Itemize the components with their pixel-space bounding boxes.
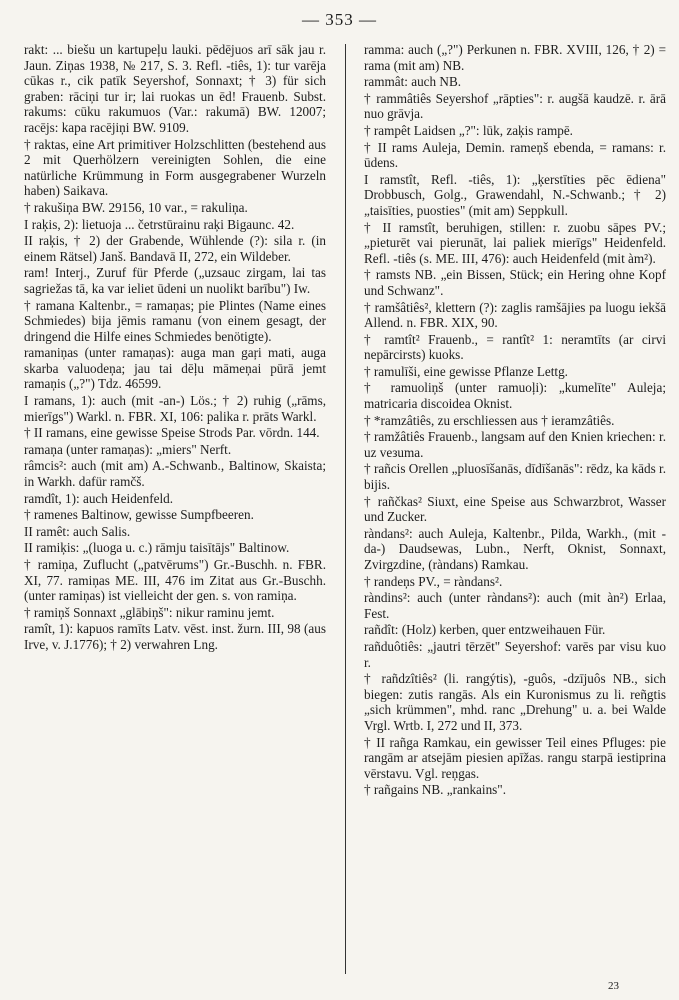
dictionary-entry: rammât: auch NB. [364,74,462,90]
dictionary-entry: ramît, 1): kapuos ramīts Latv. vēst. inst. žurn. III, 98 (aus Irve, v. J.1776); † 2) verwahren Lng. [24,621,326,652]
dictionary-entry: † ramana Kaltenbr., = ramaņas; pie Plintes (Name eines Schmiedes) bija jēmis ramanu (von einem gesagt, der dringend die Hilfe eines Schmiedes benötigte). [24,297,326,344]
dictionary-entry: rañduôtiês: „jautri tērzēt" Seyershof: varēs par visu kuo r. [364,638,666,670]
dictionary-entry: † II ramstît, beruhigen, stillen: r. zuobu sāpes PV.; „pieturēt vai pierunāt, lai paliek mierīgs" Heidenfeld. Refl. -tiês (s. ME. III, 476): auch Heidenfeld (mit àm²). [364,219,666,266]
dictionary-entry: râmcis²: auch (mit am) A.-Schwanb., Baltinow, Skaista; in Warkh. dafür ramčš. [24,458,326,490]
dictionary-entry: † rammâtiês Seyershof „rāpties": r. augšā kaudzē. r. ārā nuo grāvja. [364,90,666,122]
dictionary-entry: † ramiņa, Zuflucht („patvērums") Gr.-Buschh. n. FBR. XI, 77. ramiņas ME. III, 476 im Zitat aus Gr.-Buschh. (unter ramiņas) ist vielleicht der gen. s. von ramiņa. [24,557,326,604]
dictionary-entry: † ramsts NB. „ein Bissen, Stück; ein Hering ohne Kopf und Schwanz". [364,267,666,298]
dictionary-entry: I raķis, 2): lietuoja ... četrstūrainu raķi Bigaunc. 42. [24,216,295,232]
dictionary-entry: † raktas, eine Art primitiver Holzschlitten (bestehend aus 2 mit Querhölzern vereinigten Sohlen, die eine natürliche Krümmung in Form ausgegrabener Wurzeln haben) Saikava. [24,136,326,199]
column-divider [345,44,346,974]
dictionary-entry: II ramêt: auch Salis. [24,523,131,539]
dictionary-entry: † II ramans, eine gewisse Speise Strods Par. vōrdn. 144. [24,425,320,441]
dictionary-entry: rañdît: (Holz) kerben, quer entzweihauen Für. [364,622,606,638]
dictionary-entry: † II rañga Ramkau, ein gewisser Teil eines Pfluges: pie rangām ar atsejām piesien apīžas. rangu starpā iestiprina vērstavu. Vgl. reņgas. [364,734,666,781]
dictionary-entry: I ramstît, Refl. -tiês, 1): „ķerstīties pēc ēdiena" Drobbusch, Golg., Grawendahl, N.-Schwanb.; † 2) „taisīties, puosties" (mit am) Seppkull. [364,171,666,218]
dictionary-entry: † ramiņš Sonnaxt „glābiņš": nikur raminu jemt. [24,604,275,620]
dictionary-entry: ramaņa (unter ramaņas): „miers" Nerft. [24,441,232,457]
dictionary-entry: † ramtît² Frauenb., = rantît² 1: neramtīts (ar cirvi nepārcirsts) kuoks. [364,331,666,363]
dictionary-entry: † rañcis Orellen „pluosīšanās, dīdīšanās": rēdz, ka kāds r. bijis. [364,461,666,493]
dictionary-entry: † rañčkas² Siuxt, eine Speise aus Schwarzbrot, Wasser und Zucker. [364,493,666,525]
dictionary-entry: † ramulīši, eine gewisse Pflanze Lettg. [364,363,568,379]
dictionary-entry: ramma: auch („?") Perkunen n. FBR. XVIII, 126, † 2) = rama (mit am) NB. [364,42,666,73]
dictionary-entry: † *ramzâtiês, zu erschliessen aus † ieramzâtiês. [364,412,615,428]
dictionary-entry: ràndins²: auch (unter ràndans²): auch (mit àn²) Erlaa, Fest. [364,590,666,621]
dictionary-entry: † ramžâtiês Frauenb., langsam auf den Knien kriechen: r. uz veзuma. [364,429,666,460]
dictionary-entry: ràndans²: auch Auleja, Kaltenbr., Pilda, Warkh., (mit -da-) Daudsewas, Lubn., Nerft, Oknist, Sonnaxt, Zvirgzdine, (ràndans) Ramkau. [364,525,666,572]
dictionary-entry: ramaniņas (unter ramaņas): auga man gaŗi mati, auga skarba valuodeņa; jau tai dēļu māmeņai pūrā jemt ramaņis („?") Tdz. 46599. [24,345,326,392]
right-column [364,42,666,982]
dictionary-entry: rakt: ... biešu un kartupeļu lauki. pēdējuos arī sāk jau r. Jaun. Ziņas 1938, № 217, S. 3. Refl. -tiês, 1): tur varēja cūkas r., cik patīk Seyershof, Sonnaxt; † 3) für sich graben: rāciņi tur ir; lai ruokas un ēd! Frauenb. Subst. rakums: cūku rakumuos (Var.: rakumā) BW. 12007; racējs: kapa racējiņi BW. 9109. [24,42,326,135]
dictionary-entry: II ramiķis: „(luoga u. c.) rāmju taisītājs" Baltinow. [24,540,290,556]
printer-signature: 23 [608,980,619,992]
dictionary-entry: † randeņs PV., = ràndans². [364,573,503,589]
dictionary-entry: † rañgains NB. „rankains". [364,782,506,798]
dictionary-entry: II raķis, † 2) der Grabende, Wühlende (?): sila r. (in einem Rätsel) Janš. Bandavā II, 272, ein Wildeber. [24,233,326,264]
left-column [24,42,326,982]
dictionary-entry: † ramšâtiês², klettern (?): zaglis ramšājies pa luogu iekšā Allend. n. FBR. XIX, 90. [364,299,666,331]
dictionary-entry: † II rams Auleja, Demin. rameņš ebenda, = ramans: r. ūdens. [364,139,666,171]
dictionary-entry: ramdît, 1): auch Heidenfeld. [24,490,174,506]
dictionary-entry: † ramenes Baltinow, gewisse Sumpfbeeren. [24,507,254,523]
dictionary-entry: † rañdzîtiês² (li. rangýtis), -guôs, -dzījuôs NB., sich biegen: zutis rangās. Als ein Kuronismus zu li. reñgtis „sich krümmen", mhd. ranc „Drehung" u. a. bei Walde Vrgl. Wrtb. I, 272 und II, 373. [364,671,666,733]
dictionary-entry: I ramans, 1): auch (mit -an-) Lös.; † 2) ruhig („rāms, mierīgs") Warkl. n. FBR. XI, 106: palika r. prāts Warkl. [24,393,326,424]
dictionary-entry: ram! Interj., Zuruf für Pferde („uzsauc zirgam, lai tas sagriežas tā, ka var ieliet ūdeni un nuolikt barību") Iw. [24,265,326,296]
dictionary-entry: † rakušiņa BW. 29156, 10 var., = rakuliņa. [24,199,248,215]
dictionary-entry: † rampêt Laidsen „?": lūk, zaķis rampē. [364,122,573,138]
page-number: — 353 — [302,10,377,29]
dictionary-entry: † ramuoliņš (unter ramuoļi): „kumelīte" Auleja; matricaria discoidea Oknist. [364,380,666,412]
